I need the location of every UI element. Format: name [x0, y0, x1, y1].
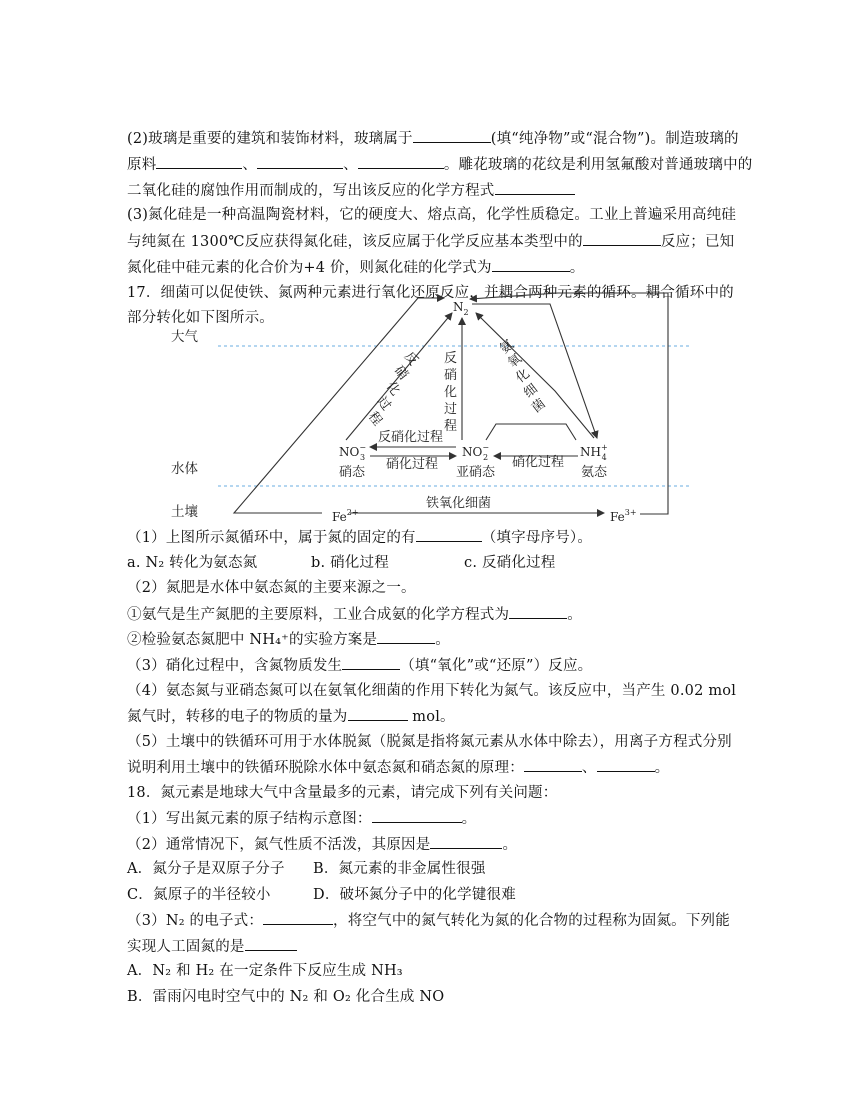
label-anammox-diagonal [488, 337, 557, 416]
answer-blank[interactable] [430, 834, 502, 849]
no2-name: 亚硝态 [456, 465, 496, 480]
fe3-label: $Fe^{3+}$ [610, 508, 637, 524]
svg-text:过: 过 [373, 394, 394, 414]
q17-sub1-options [127, 553, 737, 573]
option-b[interactable]: b. 硝化过程 [311, 555, 389, 571]
svg-text:化: 化 [513, 366, 533, 387]
q17-sub5-line1 [127, 732, 737, 752]
q18-sub2-options-cd [127, 885, 737, 905]
answer-blank[interactable] [524, 757, 582, 772]
period: 。 [567, 607, 582, 623]
q17-sub3 [127, 655, 737, 676]
layer-label-water: 水体 [171, 461, 198, 477]
q18-sub3-option-b [127, 987, 737, 1007]
answer-blank[interactable] [597, 757, 655, 772]
q18-stem [127, 783, 737, 803]
answer-blank[interactable] [372, 808, 462, 823]
q17-stem: 17．细菌可以促使铁、氮两种元素进行氧化还原反应，并耦合两种元素的循环。耦合循环中的 [127, 285, 734, 301]
period: 。 [461, 811, 477, 827]
label-denit-diagonal [349, 349, 436, 428]
q16-text: 氮化硅中硅元素的化合价为+4 价，则氮化硅的化学式为 [127, 260, 492, 276]
q17-sub2 [127, 578, 737, 598]
answer-blank[interactable] [263, 910, 333, 925]
svg-text:过: 过 [444, 402, 458, 417]
label-denit-horizontal: 反硝化过程 [378, 430, 444, 445]
q16-text: 反应；已知 [660, 234, 735, 250]
nitrogen-cycle-diagram [0, 0, 860, 540]
q18-text: 18．氮元素是地球大气中含量最多的元素，请完成下列有关问题： [127, 785, 558, 801]
q17-text: （1）上图所示氮循环中，属于氮的固定的有 [127, 530, 416, 546]
q18-sub2-options-ab [127, 859, 737, 879]
q17-text: （填“氧化”或“还原”）反应。 [400, 658, 593, 674]
q16-text: 与纯氮在 1300℃反应获得氮化硅，该反应属于化学反应基本类型中的 [127, 234, 583, 250]
n2-label: $N_2$ [453, 300, 469, 317]
q18-sub1 [127, 808, 737, 829]
label-nit-horizontal-2: 硝化过程 [512, 455, 565, 470]
svg-text:化: 化 [382, 379, 403, 399]
q16-text: 二氧化硅的腐蚀作用而制成的，写出该反应的化学方程式 [127, 183, 495, 199]
svg-text:反: 反 [444, 351, 458, 366]
q17-sub1 [127, 527, 737, 548]
answer-blank[interactable] [245, 936, 297, 951]
option-c[interactable]: C．氮原子的半径较小 [127, 887, 271, 903]
svg-text:程: 程 [364, 409, 385, 429]
q17-stem: 部分转化如下图所示。 [127, 310, 274, 326]
arrow-nh4-to-n2 [476, 313, 594, 438]
option-b[interactable]: B．雷雨闪电时空气中的 N₂ 和 O₂ 化合生成 NO [127, 989, 445, 1005]
q18-text: （2）通常情况下，氮气性质不活泼，其原因是 [127, 837, 431, 853]
q18-sub3-line1 [127, 910, 737, 931]
separator: 、 [242, 157, 258, 173]
option-a[interactable]: A．N₂ 和 H₂ 在一定条件下反应生成 NH₃ [127, 963, 403, 979]
label-nit-horizontal-1: 硝化过程 [386, 457, 439, 472]
q17-text: （4）氨态氮与亚硝态氮可以在氨氧化细菌的作用下转化为氮气。该反应中，当产生 0.02 mol [127, 683, 737, 699]
q16-text: 。 [569, 260, 585, 276]
answer-blank[interactable] [348, 706, 408, 721]
svg-text:氧: 氧 [505, 351, 525, 372]
no3-label: NO− 3 [339, 443, 367, 462]
period: 。 [502, 837, 518, 853]
option-b[interactable]: B．氮元素的非金属性很强 [313, 861, 486, 877]
q17-text: mol。 [407, 709, 455, 725]
q17-text: 氮气时，转移的电子的物质的量为 [127, 709, 348, 725]
arrow-fe2-to-n2 [234, 298, 444, 513]
svg-text:硝: 硝 [390, 363, 411, 383]
bracket-nh4-no2 [486, 424, 576, 440]
label-iron-bacteria: 铁氧化细菌 [426, 496, 492, 511]
q16-text: (3)氮化硅是一种高温陶瓷材料，它的硬度大、熔点高，化学性质稳定。工业上普遍采用高纯硅 [127, 207, 737, 223]
q18-text: 实现人工固氮的是 [127, 939, 245, 955]
svg-text:细: 细 [521, 381, 541, 402]
q18-sub2 [127, 834, 737, 855]
q17-sub4-line2 [127, 706, 737, 727]
q16-text: (2)玻璃是重要的建筑和装饰材料，玻璃属于 [127, 131, 413, 147]
arrow-fe3-to-n2 [470, 293, 668, 514]
separator: 、 [581, 760, 597, 776]
answer-blank[interactable] [509, 604, 567, 619]
svg-text:反: 反 [400, 349, 421, 369]
answer-blank[interactable] [377, 629, 435, 644]
answer-blank[interactable] [416, 527, 482, 542]
fe2-label: $Fe^{2+}$ [332, 508, 359, 524]
option-d[interactable]: D．破坏氮分子中的化学键很难 [313, 887, 516, 903]
svg-text:菌: 菌 [529, 396, 549, 417]
q17-sub2-1 [127, 604, 737, 625]
no3-name: 硝态 [339, 465, 366, 480]
q18-text: ，将空气中的氮气转化为氮的化合物的过程称为固氮。下列能 [333, 913, 730, 929]
option-a[interactable]: a. N₂ 转化为氨态氮 [127, 555, 258, 571]
q18-sub3-line2 [127, 936, 737, 957]
q16-text: (填“纯净物”或“混合物”)。制造玻璃的 [490, 131, 739, 147]
answer-blank[interactable] [342, 655, 400, 670]
separator: 、 [343, 157, 358, 173]
nh4-label: NH+ 4 [580, 443, 608, 462]
period: 。 [654, 760, 670, 776]
q17-sub4-line1 [127, 681, 737, 701]
option-c[interactable]: c. 反硝化过程 [464, 555, 556, 571]
layer-label-air: 大气 [171, 329, 198, 345]
layer-label-soil: 土壤 [171, 504, 198, 520]
svg-text:硝: 硝 [444, 368, 458, 383]
option-a[interactable]: A．氮分子是双原子分子 [127, 861, 285, 877]
svg-text:氨: 氨 [497, 337, 517, 358]
q17-text: （3）硝化过程中，含氮物质发生 [127, 658, 343, 674]
q17-text: （2）氮肥是水体中氨态氮的主要来源之一。 [127, 580, 416, 596]
label-denit-vertical [444, 351, 457, 434]
q17-text: （5）土壤中的铁循环可用于水体脱氮（脱氮是指将氮元素从水体中除去），用离子方程式分别 [127, 734, 732, 750]
q17-sub5-line2 [127, 757, 737, 778]
q18-text: （1）写出氮元素的原子结构示意图： [127, 811, 372, 827]
q18-text: （3）N₂ 的电子式： [127, 913, 264, 929]
q16-text: 。雕花玻璃的花纹是利用氢氟酸对普通玻璃中的 [443, 157, 753, 173]
q17-text: 说明利用土壤中的铁循环脱除水体中氨态氮和硝态氮的原理： [127, 760, 524, 776]
q17-text: （填字母序号）。 [481, 530, 593, 546]
q17-text: ①氨气是生产氮肥的主要原料，工业合成氨的化学方程式为 [127, 607, 510, 623]
q16-text: 原料 [127, 157, 157, 173]
nh4-name: 氨态 [581, 465, 608, 480]
svg-text:程: 程 [444, 419, 458, 434]
q17-text: ②检验氨态氮肥中 NH₄⁺的实验方案是 [127, 632, 378, 648]
q18-sub3-option-a [127, 961, 737, 981]
no2-label: NO− 2 [462, 443, 490, 462]
svg-text:化: 化 [444, 385, 458, 400]
period: 。 [435, 632, 450, 648]
q17-sub2-2 [127, 629, 737, 650]
